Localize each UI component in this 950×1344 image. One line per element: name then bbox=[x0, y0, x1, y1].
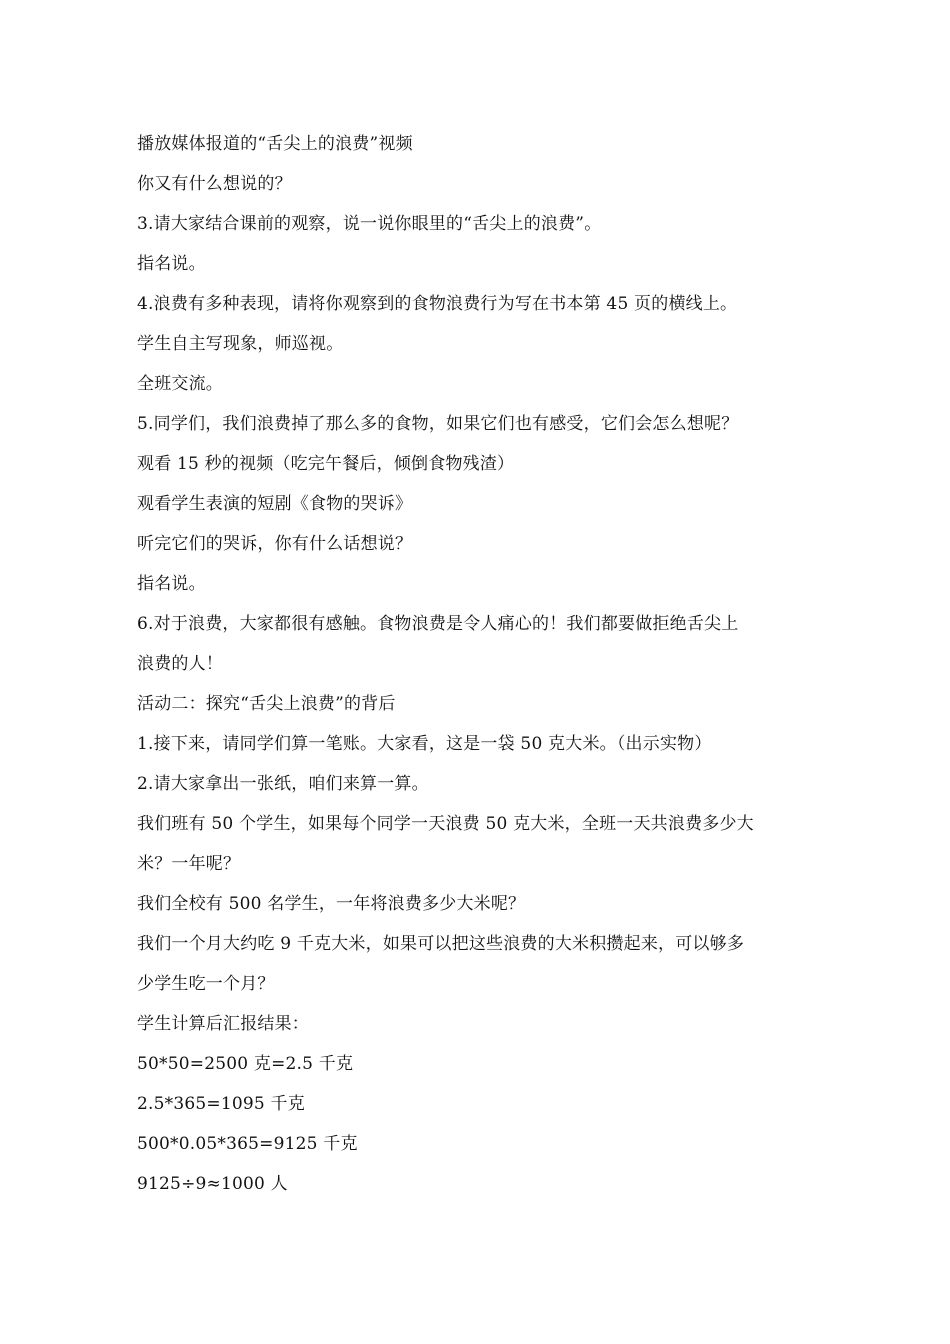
text-line: 4.浪费有多种表现，请将你观察到的食物浪费行为写在书本第 45 页的横线上。 bbox=[137, 294, 738, 314]
calculation-line: 500*0.05*365=9125 千克 bbox=[137, 1134, 358, 1154]
calculation-line: 50*50=2500 克=2.5 千克 bbox=[137, 1054, 354, 1074]
text-line: 全班交流。 bbox=[137, 374, 223, 394]
text-line: 米？一年呢？ bbox=[137, 854, 241, 874]
text-line: 2.请大家拿出一张纸，咱们来算一算。 bbox=[137, 774, 429, 794]
text-line: 学生计算后汇报结果： bbox=[137, 1014, 309, 1034]
calculation-line: 9125÷9≈1000 人 bbox=[137, 1174, 288, 1194]
text-line: 浪费的人！ bbox=[137, 654, 223, 674]
text-line: 3.请大家结合课前的观察，说一说你眼里的“舌尖上的浪费”。 bbox=[137, 214, 602, 234]
document-body bbox=[137, 124, 827, 1204]
text-line: 我们班有 50 个学生，如果每个同学一天浪费 50 克大米，全班一天共浪费多少大 bbox=[137, 814, 754, 834]
text-line: 5.同学们，我们浪费掉了那么多的食物，如果它们也有感受，它们会怎么想呢？ bbox=[137, 414, 739, 434]
text-line: 指名说。 bbox=[137, 254, 206, 274]
text-line: 1.接下来，请同学们算一笔账。大家看，这是一袋 50 克大米。（出示实物） bbox=[137, 734, 712, 754]
calculation-line: 2.5*365=1095 千克 bbox=[137, 1094, 305, 1114]
text-line: 我们全校有 500 名学生，一年将浪费多少大米呢？ bbox=[137, 894, 526, 914]
text-line: 听完它们的哭诉，你有什么话想说？ bbox=[137, 534, 413, 554]
text-line: 6.对于浪费，大家都很有感触。食物浪费是令人痛心的！我们都要做拒绝舌尖上 bbox=[137, 614, 739, 634]
text-line: 指名说。 bbox=[137, 574, 206, 594]
text-line: 我们一个月大约吃 9 千克大米，如果可以把这些浪费的大米积攒起来，可以够多 bbox=[137, 934, 745, 954]
text-line: 观看学生表演的短剧《食物的哭诉》 bbox=[137, 494, 413, 514]
section-heading: 活动二：探究“舌尖上浪费”的背后 bbox=[137, 694, 396, 714]
text-line: 观看 15 秒的视频（吃完午餐后，倾倒食物残渣） bbox=[137, 454, 515, 474]
text-line: 你又有什么想说的？ bbox=[137, 174, 292, 194]
text-line: 学生自主写现象，师巡视。 bbox=[137, 334, 344, 354]
text-line: 播放媒体报道的“舌尖上的浪费”视频 bbox=[137, 134, 413, 154]
text-line: 少学生吃一个月？ bbox=[137, 974, 275, 994]
